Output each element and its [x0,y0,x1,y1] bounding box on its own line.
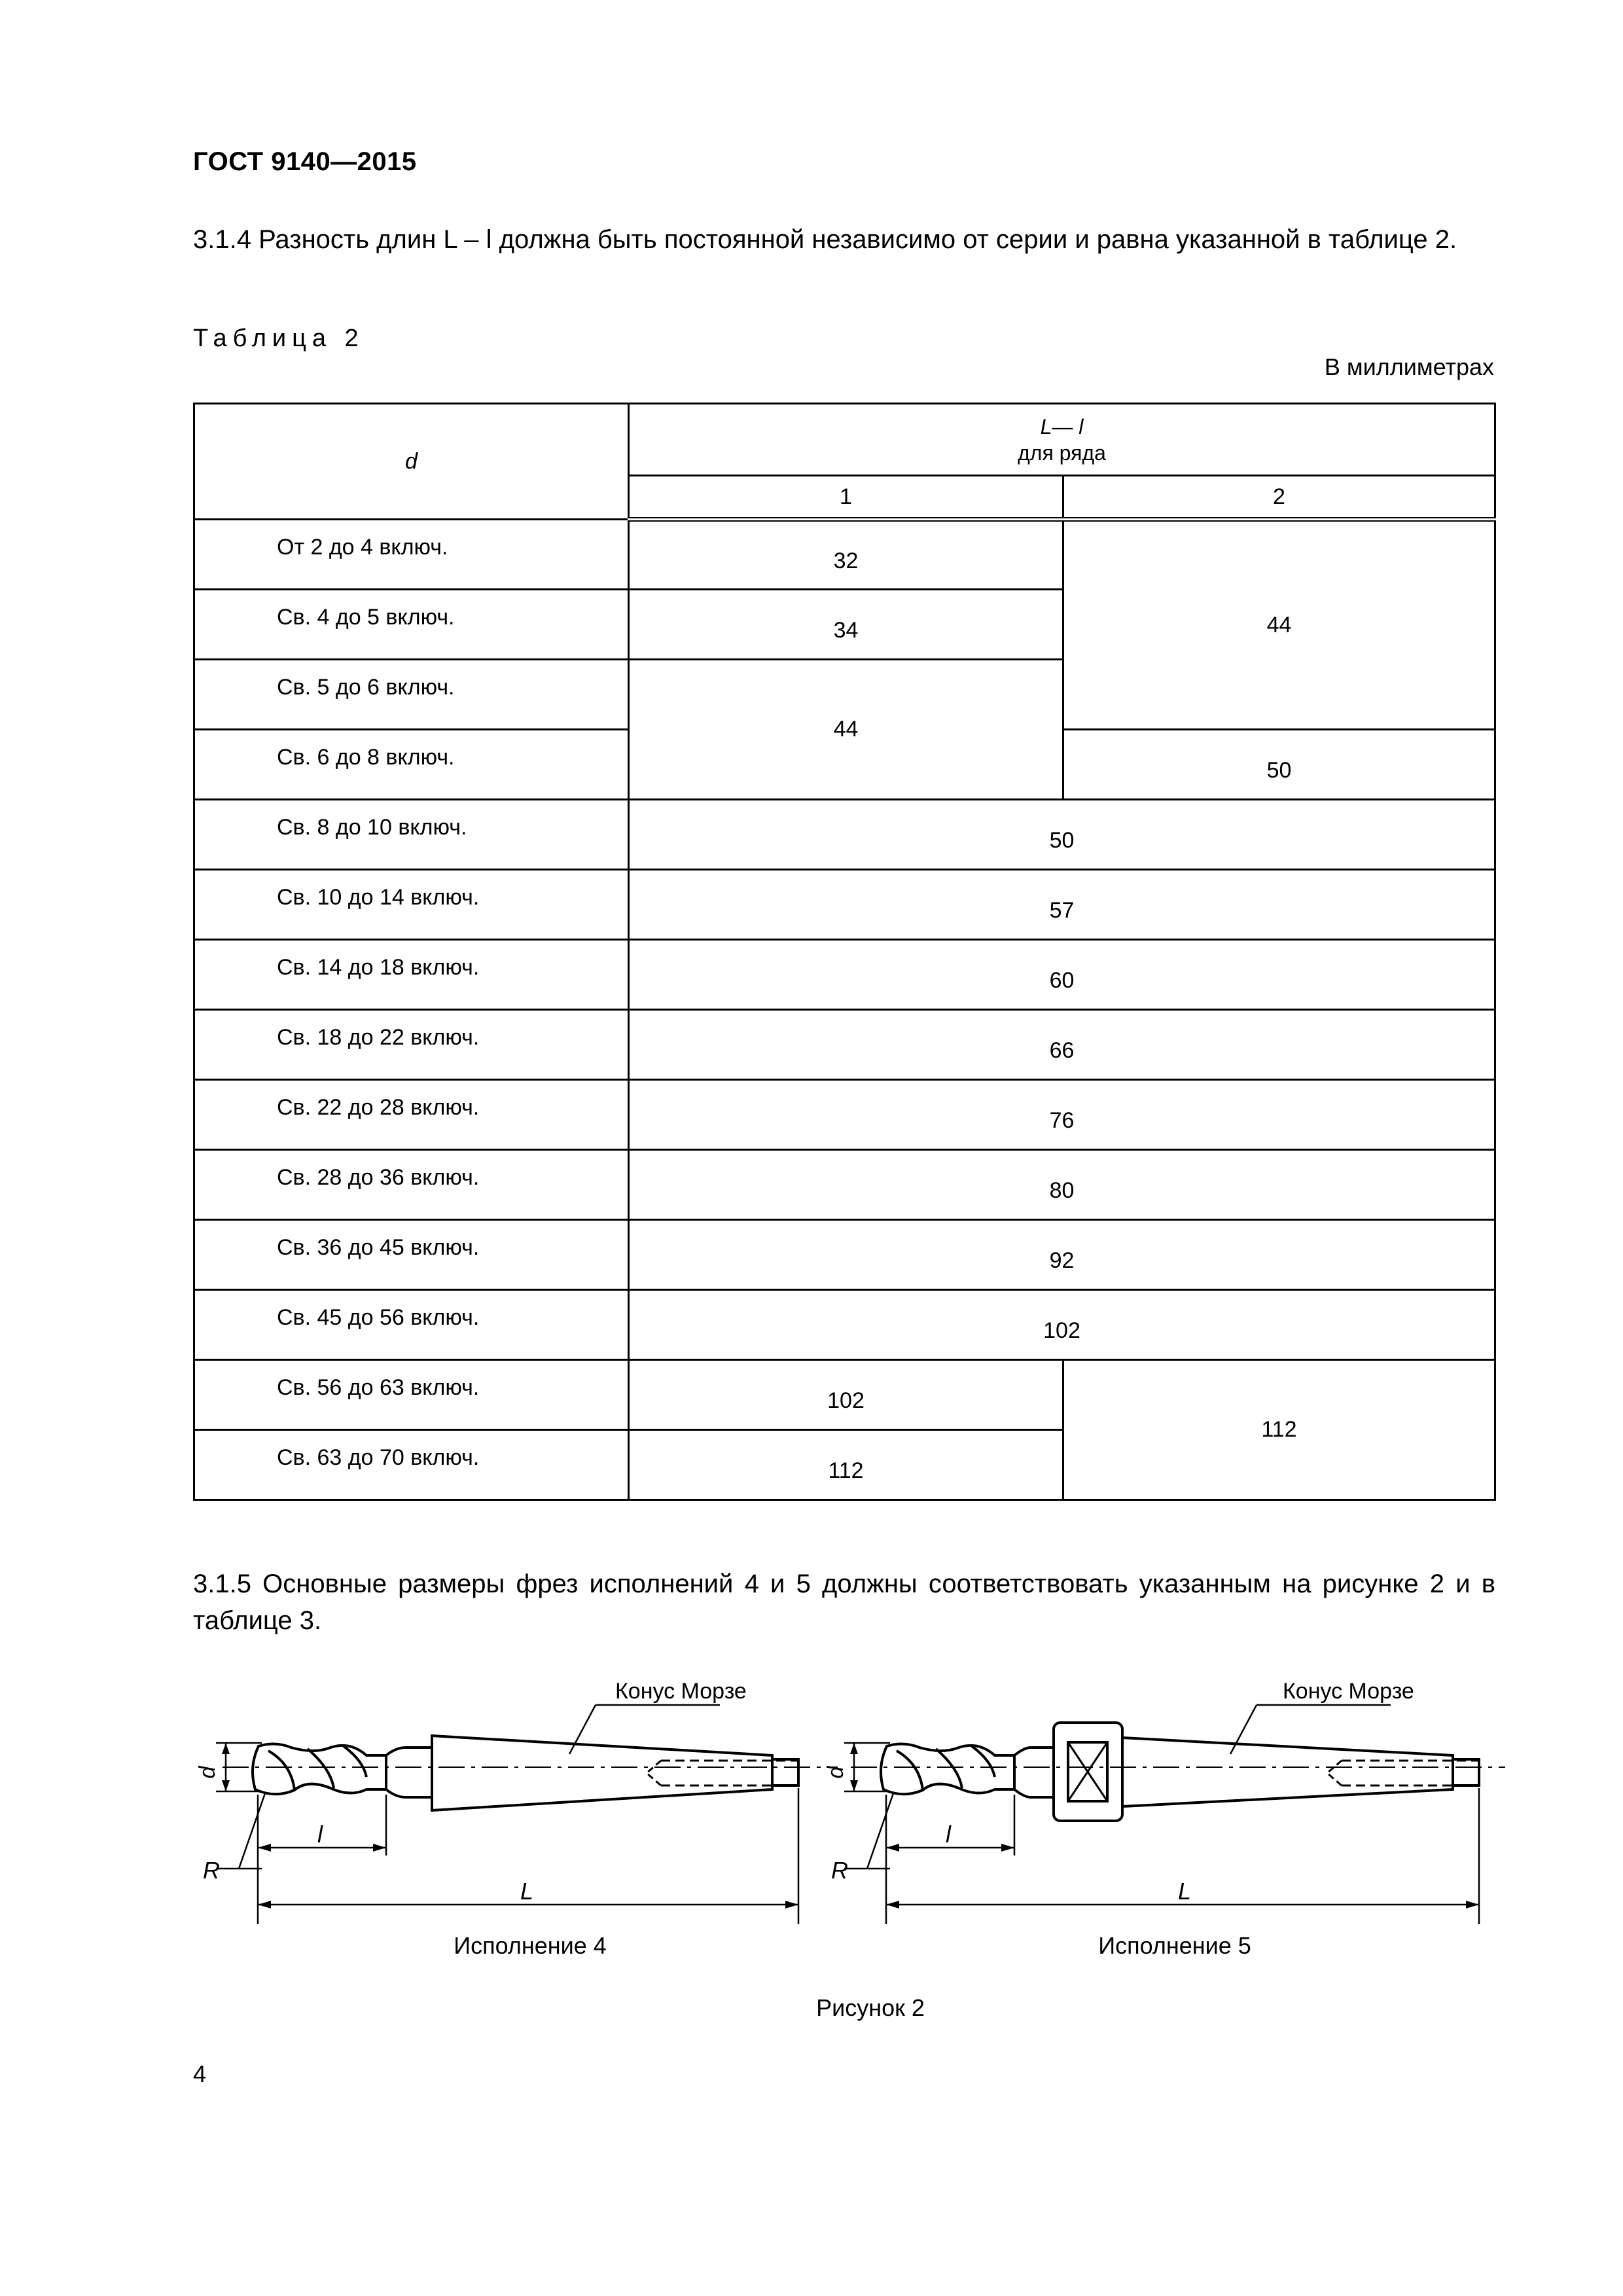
cell-both-series [629,940,1495,1010]
dim-l-label-5: l [946,1821,951,1848]
flute-line [308,1749,334,1788]
dim-d-label-4: d [195,1766,220,1779]
page-number: 4 [193,2060,207,2087]
flute-line [344,1746,366,1777]
table-row-d [194,1290,629,1360]
d-range: Св. 10 до 14 включ. [277,885,480,910]
d-range: Св. 4 до 5 включ. [277,605,455,630]
d-range: Св. 36 до 45 включ. [277,1235,480,1260]
cell-series-1 [629,1430,1063,1500]
table-row-d [194,1220,629,1290]
table-row-d [194,1150,629,1220]
value: 44 [1266,612,1292,637]
dim-L-label-4: L [520,1878,534,1905]
variant-5-caption: Исполнение 5 [1098,1932,1251,1959]
units-note: В миллиметрах [1324,353,1494,380]
table-row-d [194,660,629,730]
document-header: ГОСТ 9140—2015 [193,147,417,176]
value: 102 [827,1388,865,1413]
dim-L-label-5: L [1178,1878,1192,1905]
d-range: Св. 14 до 18 включ. [277,955,480,980]
value: 102 [1043,1318,1080,1343]
figure-2-drawing [177,1649,1518,1924]
cell-series-2 [1063,520,1495,730]
table-row-d [194,520,629,590]
d-range: Св. 28 до 36 включ. [277,1165,480,1190]
cell-series-2 [1063,1360,1495,1500]
flute-line [268,1751,294,1790]
cell-both-series [629,800,1495,870]
flute-line [936,1749,962,1788]
header-l-diff-label: L— l [1040,414,1084,439]
table-2 [193,403,1496,1501]
cell-series-2 [1063,730,1495,800]
cell-both-series [629,1080,1495,1150]
header-d-label: d [405,448,418,474]
header-series-1: 1 [629,476,1063,520]
flute-line [972,1746,995,1777]
cell-both-series [629,1150,1495,1220]
hole-tip [647,1761,661,1785]
morse-taper [432,1736,772,1810]
cell-series-1 [629,1360,1063,1430]
table-row-d [194,800,629,870]
figure-caption: Рисунок 2 [816,1994,925,2021]
cell-series-1 [629,660,1063,800]
value: 112 [828,1458,864,1483]
morse-taper [1122,1738,1453,1806]
neck [1014,1748,1054,1755]
d-range: Св. 45 до 56 включ. [277,1305,480,1330]
table-row-d [194,730,629,800]
cutting-part [253,1744,386,1794]
table-row-d [194,1080,629,1150]
dim-R-label-5: R [831,1857,848,1884]
dim-R-label-4: R [203,1857,220,1884]
value: 112 [1261,1417,1297,1442]
cell-both-series [629,870,1495,940]
value: 60 [1049,967,1075,993]
cell-both-series [629,1220,1495,1290]
neck [1014,1789,1054,1797]
value: 57 [1049,897,1075,923]
cell-both-series [629,1290,1495,1360]
variant-4-caption: Исполнение 4 [454,1932,607,1959]
paragraph-3-1-4: 3.1.4 Разность длин L – l должна быть постоянной независимо от серии и равна указанной в таблице 2. [193,225,1457,254]
value: 76 [1049,1107,1075,1133]
table-row-d [194,1360,629,1430]
dimensions-variant-4 [216,1705,798,1924]
cell-series-1 [629,520,1063,590]
d-range: Св. 63 до 70 включ. [277,1445,480,1470]
table-row-d [194,870,629,940]
cell-both-series [629,1010,1495,1080]
d-range: Св. 22 до 28 включ. [277,1095,480,1120]
value: 50 [1266,757,1292,783]
value: 34 [833,617,859,643]
cutter-variant-5 [851,1723,1505,1821]
threaded-hole [1342,1761,1479,1785]
table-caption: Таблица 2 [193,325,365,352]
value: 92 [1049,1247,1075,1273]
table-row-d [194,940,629,1010]
d-range: Св. 5 до 6 включ. [277,675,455,700]
dim-d-label-5: d [823,1766,848,1779]
header-d [194,404,629,520]
cell-series-1 [629,590,1063,660]
d-range: От 2 до 4 включ. [277,535,448,560]
value: 44 [833,717,859,742]
shank-end [1453,1759,1479,1785]
d-range: Св. 8 до 10 включ. [277,815,467,840]
paragraph-3-1-5: 3.1.5 Основные размеры фрез исполнений 4 и 5 должны соответствовать указанным на рисунке 2 и в таблице 3. [193,1570,1495,1635]
table-row-d [194,590,629,660]
d-range: Св. 56 до 63 включ. [277,1375,480,1400]
d-range: Св. 6 до 8 включ. [277,745,455,770]
value: 80 [1049,1177,1075,1203]
morse-label-4: Конус Морзе [615,1679,747,1704]
threaded-hole [661,1761,798,1785]
morse-label-5: Конус Морзе [1283,1679,1414,1704]
value: 32 [833,548,859,573]
dim-l-label-4: l [317,1821,323,1848]
value: 50 [1049,827,1075,853]
header-l-diff [629,404,1495,476]
table-row-d [194,1430,629,1500]
cutting-part [881,1744,1014,1794]
hole-tip [1327,1761,1342,1785]
value: 66 [1049,1037,1075,1063]
neck [386,1748,432,1755]
neck [386,1789,432,1797]
header-series-label: для ряда [1018,440,1106,465]
table-row-d [194,1010,629,1080]
d-range: Св. 18 до 22 включ. [277,1025,480,1050]
cutter-variant-4 [223,1736,838,1810]
dimensions-variant-5 [844,1705,1479,1924]
flute-line [897,1751,923,1790]
header-series-2: 2 [1063,476,1495,520]
shank-end [772,1759,798,1785]
